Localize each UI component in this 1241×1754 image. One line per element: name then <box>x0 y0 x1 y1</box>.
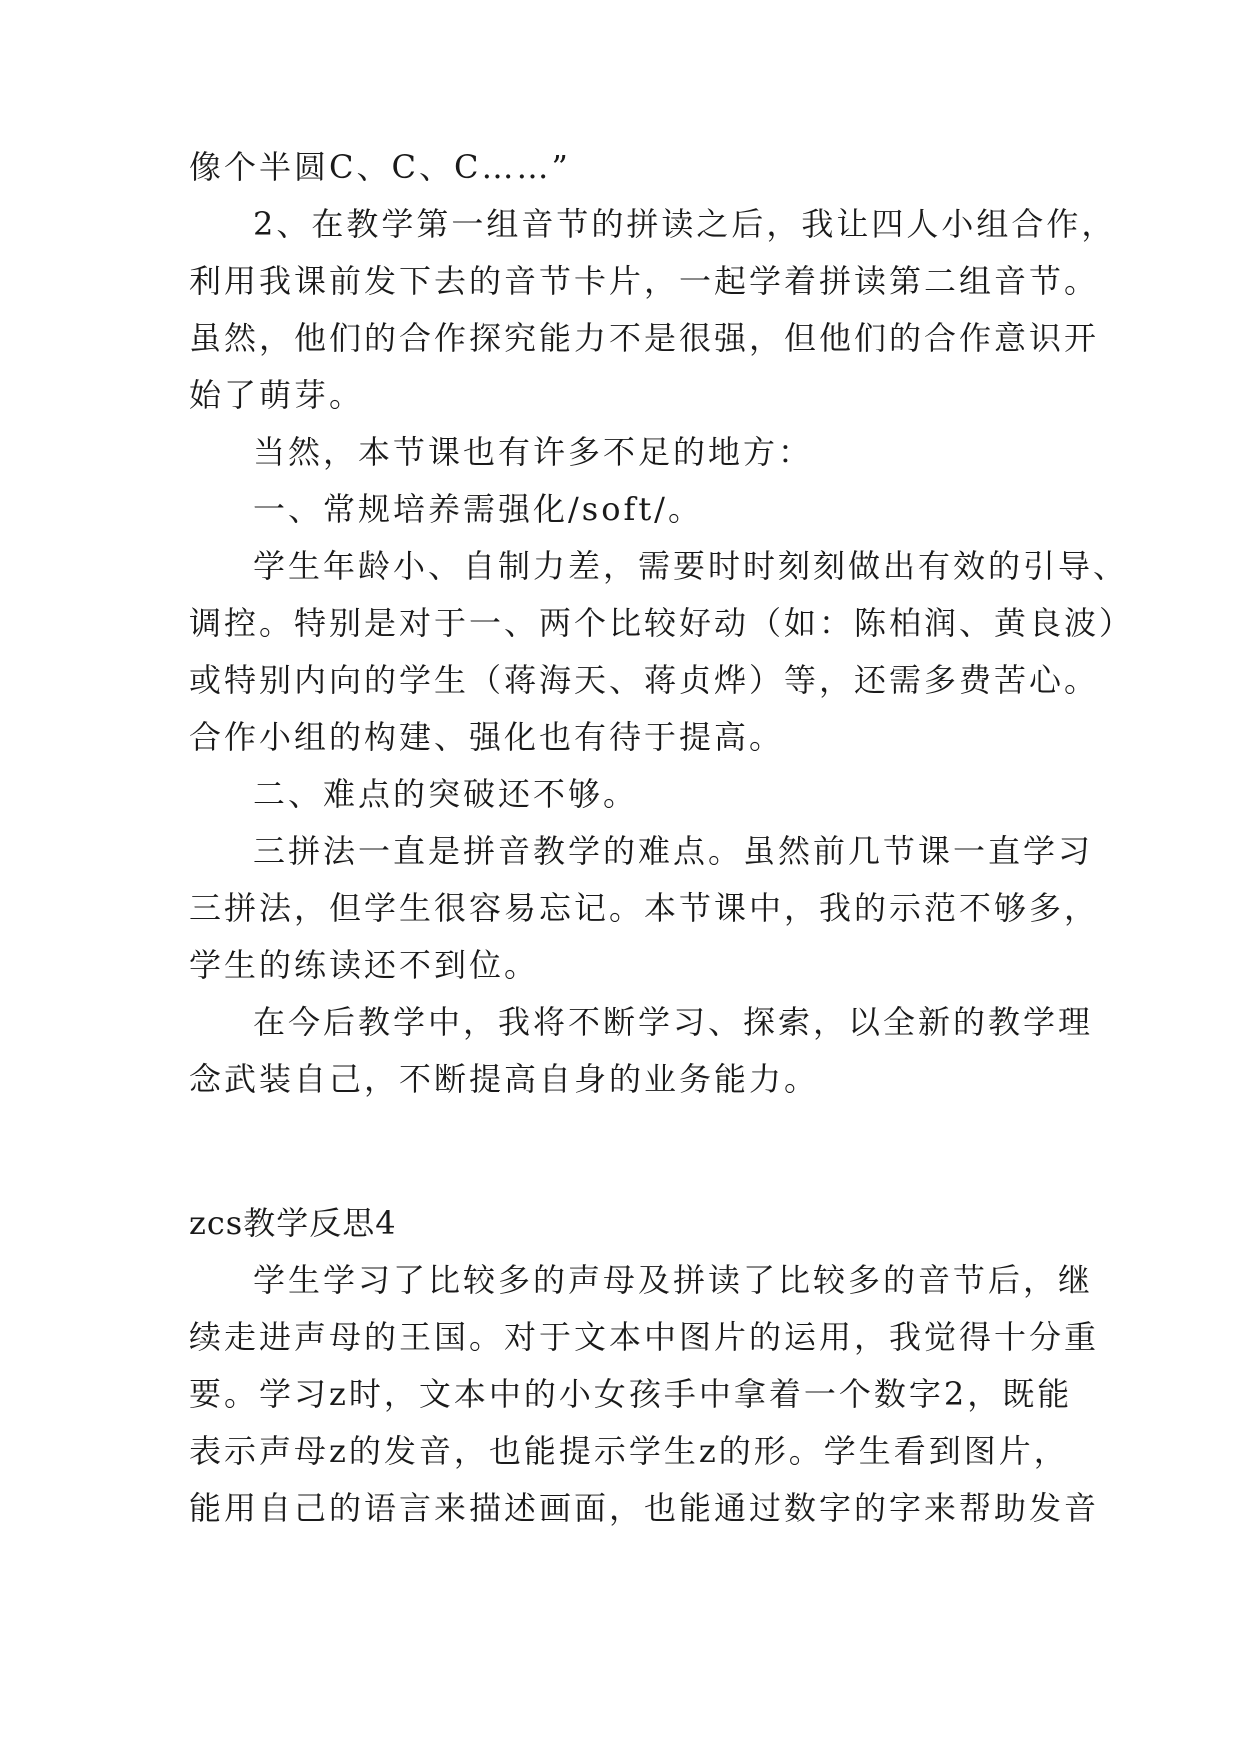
text-line: 学生的练读还不到位。 <box>189 946 540 984</box>
text-line: 能用自己的语言来描述画面，也能通过数字的字来帮助发音 <box>189 1489 1100 1527</box>
text-line: 像个半圆C、C、C……” <box>189 148 571 186</box>
paragraph-start: 2、在教学第一组音节的拼读之后，我让四人小组合作， <box>253 205 1117 243</box>
text-line: 要。学习z时，文本中的小女孩手中拿着一个数字2，既能 <box>189 1375 1073 1413</box>
paragraph-start: 在今后教学中，我将不断学习、探索，以全新的教学理 <box>253 1003 1094 1041</box>
text-line: 或特别内向的学生（蒋海天、蒋贞烨）等，还需多费苦心。 <box>189 661 1100 699</box>
paragraph-start: 学生年龄小、自制力差，需要时时刻刻做出有效的引导、 <box>253 547 1129 585</box>
text-line: 续走进声母的王国。对于文本中图片的运用，我觉得十分重 <box>189 1318 1100 1356</box>
section-point: 一、常规培养需强化/soft/。 <box>253 490 703 528</box>
text-line: 始了萌芽。 <box>189 376 365 414</box>
text-line: 合作小组的构建、强化也有待于提高。 <box>189 718 785 756</box>
text-line: 表示声母z的发音，也能提示学生z的形。学生看到图片， <box>189 1432 1069 1470</box>
paragraph-start: 三拼法一直是拼音教学的难点。虽然前几节课一直学习 <box>253 832 1094 870</box>
paragraph-start: 当然，本节课也有许多不足的地方： <box>253 433 814 471</box>
text-line: 调控。特别是对于一、两个比较好动（如：陈柏润、黄良波） <box>189 604 1135 642</box>
paragraph-start: 学生学习了比较多的声母及拼读了比较多的音节后，继 <box>253 1261 1094 1299</box>
text-line: 三拼法，但学生很容易忘记。本节课中，我的示范不够多， <box>189 889 1100 927</box>
text-line: 利用我课前发下去的音节卡片，一起学着拼读第二组音节。 <box>189 262 1100 300</box>
section-point: 二、难点的突破还不够。 <box>253 775 639 813</box>
text-line: 念武装自己，不断提高自身的业务能力。 <box>189 1060 820 1098</box>
text-line: 虽然，他们的合作探究能力不是很强，但他们的合作意识开 <box>189 319 1100 357</box>
section-heading: zcs教学反思4 <box>189 1204 397 1242</box>
